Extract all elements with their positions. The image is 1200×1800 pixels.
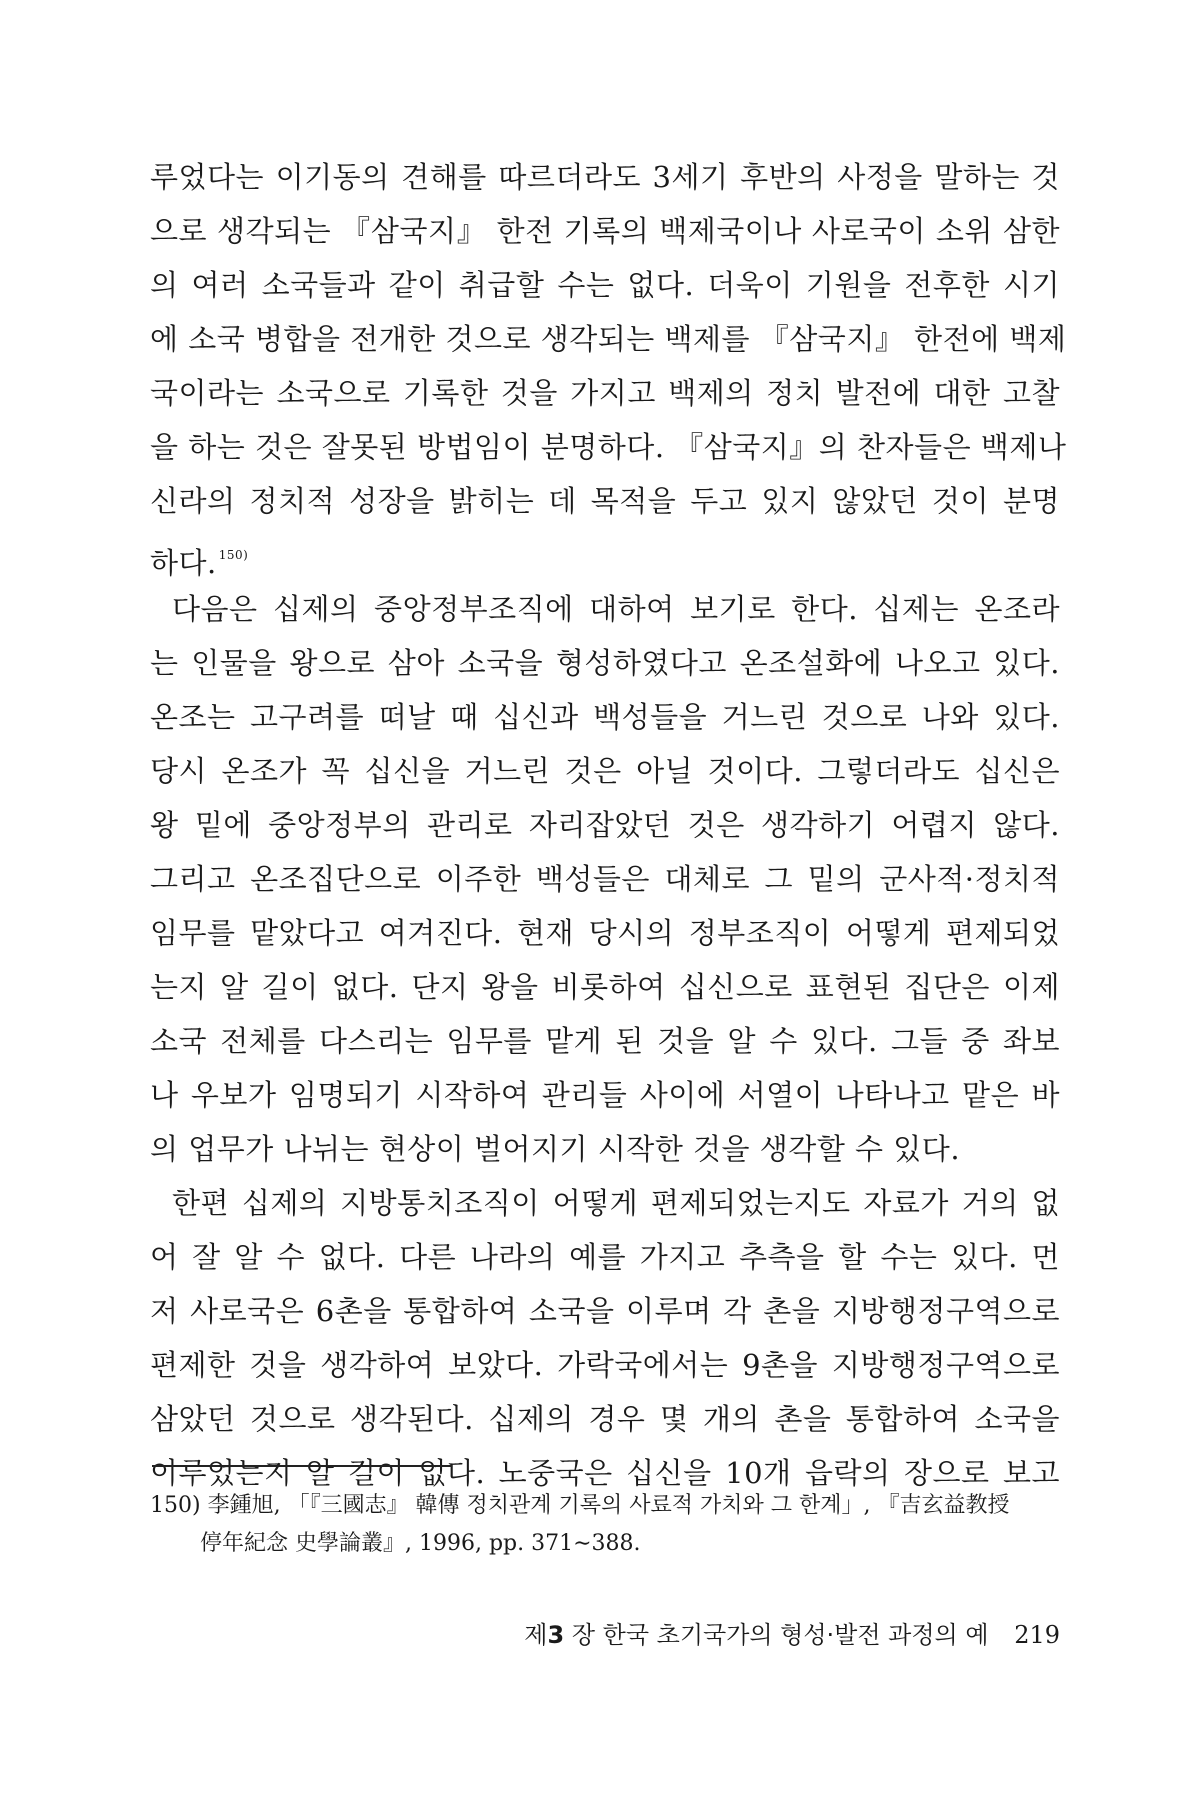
text-line: 이루었는지 알 길이 없다. 노중국은 십신을 10개 읍락의 장으로 보고: [150, 1456, 1060, 1490]
text-line: 으로 생각되는 『삼국지』 한전 기록의 백제국이나 사로국이 소위 삼한: [150, 214, 1060, 248]
paragraph-3: [150, 1176, 1060, 1500]
paragraph-2: [150, 582, 1060, 1176]
text-line: 에 소국 병합을 전개한 것으로 생각되는 백제를 『삼국지』 한전에 백제: [150, 322, 1067, 356]
text-line: 임무를 맡았다고 여겨진다. 현재 당시의 정부조직이 어떻게 편제되었: [150, 916, 1060, 950]
text-line: 편제한 것을 생각하여 보았다. 가락국에서는 9촌을 지방행정구역으로: [150, 1348, 1060, 1382]
text-line: 루었다는 이기동의 견해를 따르더라도 3세기 후반의 사정을 말하는 것: [150, 160, 1060, 194]
text-line: 는지 알 길이 없다. 단지 왕을 비롯하여 십신으로 표현된 집단은 이제: [150, 970, 1060, 1004]
chapter-number: 3: [547, 1621, 565, 1649]
text-line: 그리고 온조집단으로 이주한 백성들은 대체로 그 밑의 군사적·정치적: [150, 862, 1060, 896]
footnote-line: [150, 1487, 1060, 1525]
text-line: 신라의 정치적 성장을 밝히는 데 목적을 두고 있지 않았던 것이 분명: [150, 484, 1060, 518]
footnote-line: 停年紀念 史學論叢』, 1996, pp. 371∼388.: [200, 1531, 641, 1556]
page-number: 219: [1014, 1621, 1060, 1649]
text-line: 왕 밑에 중앙정부의 관리로 자리잡았던 것은 생각하기 어렵지 않다.: [150, 808, 1060, 842]
text-line: 의 업무가 나뉘는 현상이 벌어지기 시작한 것을 생각할 수 있다.: [150, 1132, 961, 1166]
footnote-reference[interactable]: 150): [218, 548, 249, 562]
text-line: 을 하는 것은 잘못된 방법임이 분명하다. 『삼국지』의 찬자들은 백제나: [150, 430, 1067, 464]
text-line: 의 여러 소국들과 같이 취급할 수는 없다. 더욱이 기원을 전후한 시기: [150, 268, 1060, 302]
text-line: 삼았던 것으로 생각된다. 십제의 경우 몇 개의 촌을 통합하여 소국을: [150, 1402, 1060, 1436]
text-line-content: 하다.: [150, 546, 217, 580]
text-line: 소국 전체를 다스리는 임무를 맡게 된 것을 알 수 있다. 그들 중 좌보: [150, 1024, 1060, 1058]
chapter-title: 장 한국 초기국가의 형성·발전 과정의 예: [571, 1621, 989, 1649]
text-line: 어 잘 알 수 없다. 다른 나라의 예를 가지고 추측을 할 수는 있다. 먼: [150, 1240, 1060, 1274]
text-line: 는 인물을 왕으로 삼아 소국을 형성하였다고 온조설화에 나오고 있다.: [150, 646, 1060, 680]
paragraph-1: [150, 150, 1067, 582]
text-line: 당시 온조가 꼭 십신을 거느린 것은 아닐 것이다. 그렇더라도 십신은: [150, 754, 1060, 788]
body-text: [150, 150, 1067, 1500]
text-line: 나 우보가 임명되기 시작하여 관리들 사이에 서열이 나타나고 맡은 바: [150, 1078, 1060, 1112]
text-line: 저 사로국은 6촌을 통합하여 소국을 이루며 각 촌을 지방행정구역으로: [150, 1294, 1060, 1328]
running-footer: [524, 1615, 1060, 1650]
footnote-divider: [152, 1465, 452, 1467]
footnote: [150, 1487, 1060, 1563]
text-line: 국이라는 소국으로 기록한 것을 가지고 백제의 정치 발전에 대한 고찰: [150, 376, 1060, 410]
text-line-with-footnote: [150, 528, 1060, 582]
chapter-prefix: 제: [524, 1621, 548, 1649]
footnote-text: 李鍾旭, 「『三國志』 韓傳 정치관계 기록의 사료적 가치와 그 한계」, 『吉玄益教授: [207, 1493, 1010, 1518]
text-line: 다음은 십제의 중앙정부조직에 대하여 보기로 한다. 십제는 온조라: [172, 592, 1060, 626]
footnote-number: 150): [150, 1493, 201, 1518]
text-line: 한편 십제의 지방통치조직이 어떻게 편제되었는지도 자료가 거의 없: [172, 1186, 1060, 1220]
text-line: 온조는 고구려를 떠날 때 십신과 백성들을 거느린 것으로 나와 있다.: [150, 700, 1060, 734]
